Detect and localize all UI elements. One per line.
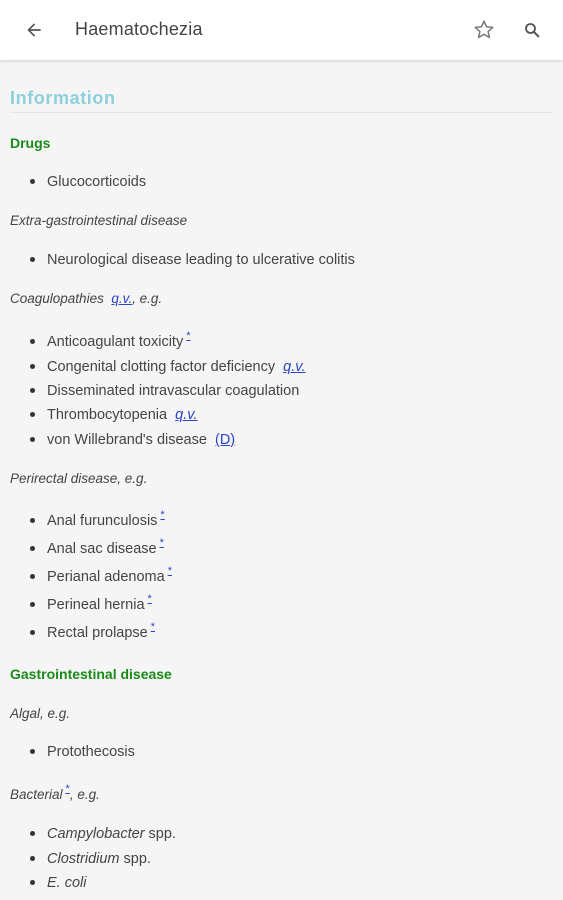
- bullet: [30, 388, 35, 393]
- bullet: [30, 574, 35, 579]
- list-item: [30, 875, 87, 891]
- bullet: [30, 749, 35, 754]
- content-area: [0, 60, 563, 900]
- list-item: [30, 383, 299, 399]
- list-item: [30, 509, 165, 529]
- subheading-text: Coagulopathies: [10, 291, 104, 306]
- search-icon: [523, 21, 541, 39]
- list-item: [30, 826, 176, 842]
- bullet: [30, 257, 35, 262]
- list-item: [30, 537, 164, 557]
- search-button[interactable]: [516, 14, 548, 46]
- bullet: [30, 831, 35, 836]
- reference-link[interactable]: *: [147, 593, 152, 605]
- perirectal-heading: Perirectal disease, e.g.: [10, 471, 148, 486]
- subheading-suffix: , e.g.: [132, 291, 163, 306]
- app-bar: [0, 0, 563, 60]
- list-item-text: Disseminated intravascular coagulation: [47, 383, 300, 399]
- reference-link[interactable]: *: [186, 330, 191, 342]
- list-item: [30, 252, 355, 268]
- organism-name: Campylobacter: [47, 826, 145, 842]
- bacterial-heading: [10, 783, 100, 802]
- list-item: [30, 359, 305, 375]
- reference-link[interactable]: *: [65, 783, 70, 795]
- organism-name: E. coli: [47, 875, 87, 891]
- list-item-text: Protothecosis: [47, 744, 135, 760]
- list-item-text: Anticoagulant toxicity: [47, 334, 184, 350]
- list-item-text: Thrombocytopenia: [47, 407, 168, 423]
- page-title: Haematochezia: [75, 19, 203, 39]
- bullet: [30, 412, 35, 417]
- list-item-text: von Willebrand's disease: [47, 432, 207, 448]
- d-link[interactable]: (D): [215, 432, 236, 448]
- reference-link[interactable]: *: [167, 565, 172, 577]
- drugs-heading: Drugs: [10, 135, 51, 151]
- list-item-text: Glucocorticoids: [47, 174, 147, 190]
- algal-heading: Algal, e.g.: [10, 706, 71, 721]
- list-item-text: Perineal hernia: [47, 597, 145, 613]
- reference-link[interactable]: *: [150, 621, 156, 633]
- list-item-text: spp.: [144, 826, 176, 842]
- bullet: [30, 880, 35, 885]
- qv-link[interactable]: q.v.: [111, 291, 133, 306]
- star-outline-icon: [472, 18, 496, 42]
- list-item-text: Rectal prolapse: [47, 625, 148, 641]
- list-item: [30, 565, 172, 585]
- list-item: [30, 621, 156, 641]
- list-item-text: Anal sac disease: [47, 541, 157, 557]
- back-button[interactable]: [18, 14, 50, 46]
- reference-link[interactable]: *: [159, 537, 164, 549]
- coagulopathies-heading: [10, 291, 162, 306]
- list-item: [30, 174, 146, 190]
- list-item-text: Perianal adenoma: [47, 569, 165, 585]
- section-divider: [10, 112, 553, 113]
- favorite-button[interactable]: [468, 14, 500, 46]
- list-item: [30, 330, 191, 350]
- list-item-text: Congenital clotting factor deficiency: [47, 359, 276, 375]
- bullet: [30, 339, 35, 344]
- list-item-text: Neurological disease leading to ulcerative colitis: [47, 252, 355, 268]
- subheading-suffix: , e.g.: [69, 787, 100, 802]
- list-item: [30, 432, 235, 448]
- section-title: Information: [10, 88, 116, 108]
- organism-name: Clostridium: [47, 851, 120, 867]
- bullet: [30, 518, 35, 523]
- list-item: [30, 593, 152, 613]
- gi-heading: Gastrointestinal disease: [10, 666, 172, 682]
- qv-link[interactable]: q.v.: [283, 359, 306, 375]
- bullet: [30, 630, 35, 635]
- list-item-text: spp.: [119, 851, 151, 867]
- bullet: [30, 546, 35, 551]
- list-item: [30, 851, 151, 867]
- list-item: [30, 407, 197, 423]
- list-item: [30, 744, 135, 760]
- qv-link[interactable]: q.v.: [175, 407, 198, 423]
- bullet: [30, 179, 35, 184]
- extra-gi-heading: Extra-gastrointestinal disease: [10, 213, 188, 228]
- bullet: [30, 856, 35, 861]
- bullet: [30, 437, 35, 442]
- subheading-text: Bacterial: [10, 787, 63, 802]
- reference-link[interactable]: *: [160, 509, 165, 521]
- bullet: [30, 364, 35, 369]
- arrow-back-icon: [24, 20, 44, 40]
- list-item-text: Anal furunculosis: [47, 513, 158, 529]
- bullet: [30, 602, 35, 607]
